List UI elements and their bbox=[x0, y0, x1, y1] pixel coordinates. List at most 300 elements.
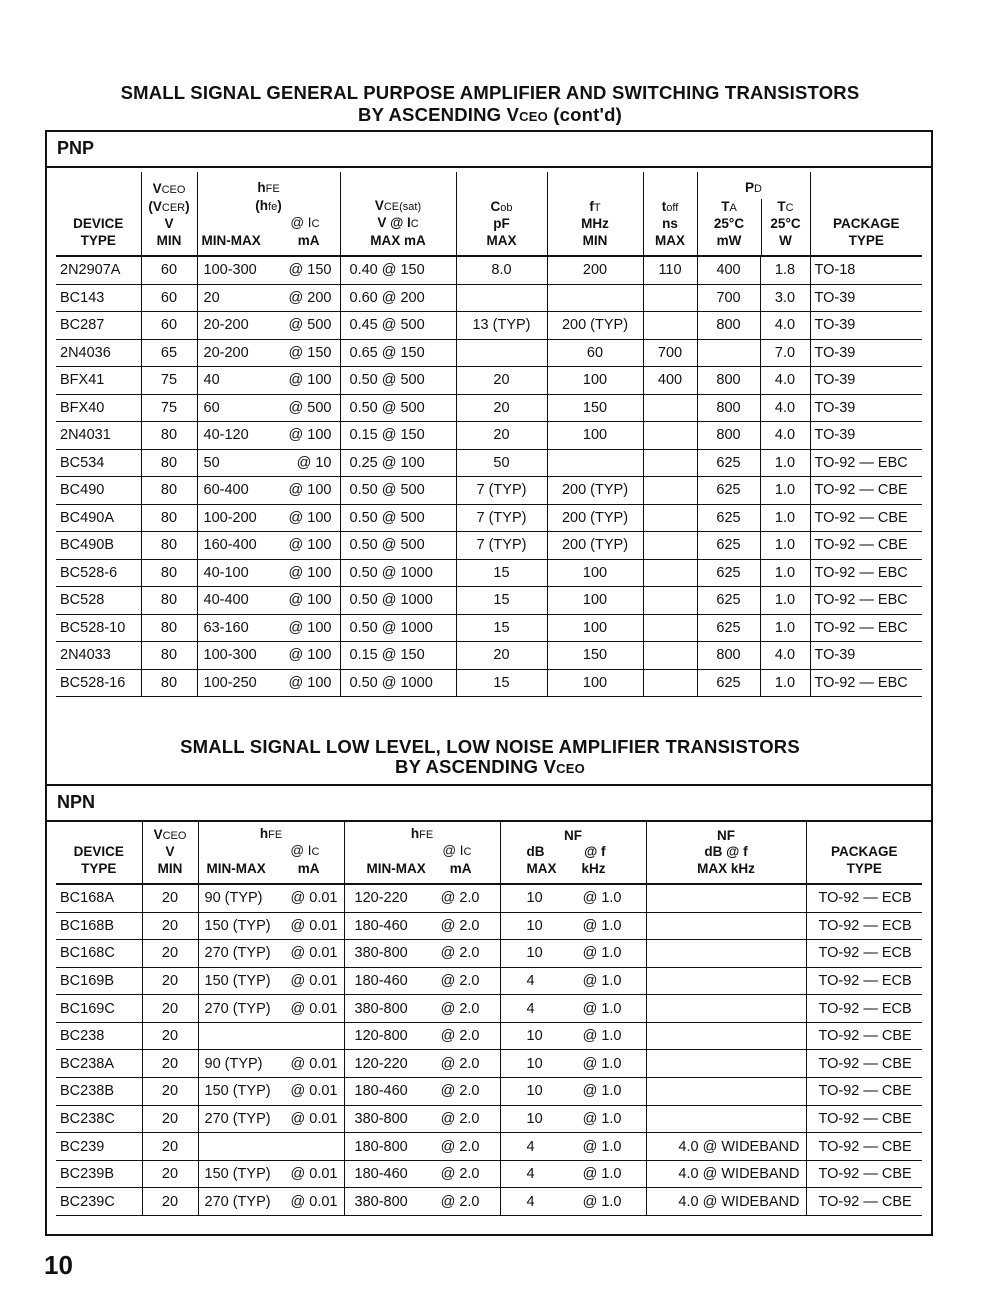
table-row bbox=[56, 669, 922, 697]
table-row bbox=[56, 884, 922, 912]
hfe-range: 100-200 @ 100 bbox=[197, 504, 340, 532]
cob bbox=[456, 339, 547, 367]
toff bbox=[643, 587, 697, 615]
pd-ta: 625 bbox=[697, 449, 760, 477]
npn-header-vceo: VCEO V MIN bbox=[142, 822, 198, 884]
device-type: BC239B bbox=[56, 1160, 142, 1188]
package-type: TO-92 — ECB bbox=[806, 884, 922, 912]
npn-header-nf2: NF dB @ f MAX kHz bbox=[646, 822, 806, 884]
device-type: 2N4033 bbox=[56, 642, 141, 670]
table-row bbox=[56, 1188, 922, 1216]
package-type: TO-92 — CBE bbox=[806, 1022, 922, 1050]
hfe-range: 120-220 @ 2.0 bbox=[344, 884, 500, 912]
table-row bbox=[56, 312, 922, 340]
npn-header-hfe1: hFE @ IC MIN-MAX mA bbox=[198, 822, 344, 884]
ft: 60 bbox=[547, 339, 643, 367]
package-type: TO-39 bbox=[810, 642, 922, 670]
pd-ta: 800 bbox=[697, 422, 760, 450]
nf-max: 10 @ 1.0 bbox=[500, 1105, 646, 1133]
pd-ta: 800 bbox=[697, 312, 760, 340]
header-ft: fT MHz MIN bbox=[547, 172, 643, 256]
toff bbox=[643, 449, 697, 477]
title2-line-1: SMALL SIGNAL LOW LEVEL, LOW NOISE AMPLIFIER TRANSISTORS bbox=[180, 736, 800, 757]
hfe-range: 20-200 @ 150 bbox=[197, 339, 340, 367]
pnp-body bbox=[56, 256, 922, 697]
device-type: BC238A bbox=[56, 1050, 142, 1078]
table-row bbox=[56, 532, 922, 560]
hfe-range: 63-160 @ 100 bbox=[197, 614, 340, 642]
pd-tc: 1.8 bbox=[760, 256, 810, 284]
header-vceo: VCEO (VCER) V MIN bbox=[141, 172, 197, 256]
npn-header-hfe2: hFE @ IC MIN-MAX mA bbox=[344, 822, 500, 884]
pd-tc: 1.0 bbox=[760, 587, 810, 615]
cob: 7 (TYP) bbox=[456, 477, 547, 505]
device-type: BC238B bbox=[56, 1078, 142, 1106]
vcesat: 0.15 @ 150 bbox=[340, 642, 456, 670]
device-type: BC490A bbox=[56, 504, 141, 532]
cob: 20 bbox=[456, 642, 547, 670]
pd-tc: 4.0 bbox=[760, 642, 810, 670]
package-type: TO-92 — CBE bbox=[806, 1050, 922, 1078]
device-type: BC528-16 bbox=[56, 669, 141, 697]
toff bbox=[643, 284, 697, 312]
hfe-range: 40 @ 100 bbox=[197, 367, 340, 395]
pnp-band bbox=[45, 130, 933, 168]
table-row bbox=[56, 256, 922, 284]
pd-ta: 800 bbox=[697, 394, 760, 422]
package-type: TO-92 — ECB bbox=[806, 967, 922, 995]
cob: 50 bbox=[456, 449, 547, 477]
vceo-min: 60 bbox=[141, 256, 197, 284]
pd-ta: 700 bbox=[697, 284, 760, 312]
package-type: TO-92 — ECB bbox=[806, 940, 922, 968]
pd-ta: 400 bbox=[697, 256, 760, 284]
table-row bbox=[56, 1022, 922, 1050]
hfe-range: 20-200 @ 500 bbox=[197, 312, 340, 340]
hfe-range: 40-400 @ 100 bbox=[197, 587, 340, 615]
vcesat: 0.50 @ 1000 bbox=[340, 559, 456, 587]
device-type: BC169C bbox=[56, 995, 142, 1023]
pd-ta: 800 bbox=[697, 642, 760, 670]
table-row bbox=[56, 449, 922, 477]
npn-header-device: DEVICE TYPE bbox=[56, 822, 142, 884]
hfe-typ: 270 (TYP) @ 0.01 bbox=[198, 1188, 344, 1216]
pd-tc: 1.0 bbox=[760, 504, 810, 532]
pd-tc: 1.0 bbox=[760, 532, 810, 560]
vceo-min: 80 bbox=[141, 422, 197, 450]
package-type: TO-92 — CBE bbox=[806, 1078, 922, 1106]
header-pd: PD TA 25°C mW TC 25°C W bbox=[697, 172, 810, 256]
vcesat: 0.25 @ 100 bbox=[340, 449, 456, 477]
pd-ta: 625 bbox=[697, 504, 760, 532]
vceo-min: 80 bbox=[141, 504, 197, 532]
device-type: BC528 bbox=[56, 587, 141, 615]
vceo-min: 80 bbox=[141, 587, 197, 615]
title-line-2: BY ASCENDING VCEO (cont'd) bbox=[358, 104, 622, 125]
package-type: TO-92 — EBC bbox=[810, 449, 922, 477]
package-type: TO-92 — CBE bbox=[810, 504, 922, 532]
package-type: TO-39 bbox=[810, 339, 922, 367]
pd-ta: 625 bbox=[697, 614, 760, 642]
hfe-typ: 90 (TYP) @ 0.01 bbox=[198, 1050, 344, 1078]
device-type: BC143 bbox=[56, 284, 141, 312]
device-type: BFX40 bbox=[56, 394, 141, 422]
hfe-range: 120-220 @ 2.0 bbox=[344, 1050, 500, 1078]
vceo-min: 60 bbox=[141, 284, 197, 312]
device-type: 2N2907A bbox=[56, 256, 141, 284]
table-row bbox=[56, 504, 922, 532]
table-row bbox=[56, 1078, 922, 1106]
vceo-min: 20 bbox=[142, 1160, 198, 1188]
vceo-min: 20 bbox=[142, 1188, 198, 1216]
nf-wideband bbox=[646, 940, 806, 968]
vcesat: 0.60 @ 200 bbox=[340, 284, 456, 312]
table-row bbox=[56, 284, 922, 312]
hfe-range: 60-400 @ 100 bbox=[197, 477, 340, 505]
device-type: BC534 bbox=[56, 449, 141, 477]
package-type: TO-92 — EBC bbox=[810, 669, 922, 697]
hfe-range: 380-800 @ 2.0 bbox=[344, 1105, 500, 1133]
section-title-npn bbox=[40, 736, 940, 778]
package-type: TO-92 — EBC bbox=[810, 587, 922, 615]
ft: 100 bbox=[547, 422, 643, 450]
vceo-min: 60 bbox=[141, 312, 197, 340]
nf-wideband bbox=[646, 1078, 806, 1106]
package-type: TO-39 bbox=[810, 312, 922, 340]
ft bbox=[547, 449, 643, 477]
pd-tc: 1.0 bbox=[760, 477, 810, 505]
ft: 200 bbox=[547, 256, 643, 284]
nf-max: 4 @ 1.0 bbox=[500, 1188, 646, 1216]
ft: 100 bbox=[547, 614, 643, 642]
toff bbox=[643, 394, 697, 422]
table-row bbox=[56, 339, 922, 367]
nf-max: 10 @ 1.0 bbox=[500, 912, 646, 940]
pd-tc: 7.0 bbox=[760, 339, 810, 367]
table-row bbox=[56, 477, 922, 505]
hfe-typ: 150 (TYP) @ 0.01 bbox=[198, 967, 344, 995]
toff: 400 bbox=[643, 367, 697, 395]
hfe-typ bbox=[198, 1022, 344, 1050]
hfe-range: 180-460 @ 2.0 bbox=[344, 1160, 500, 1188]
table-row bbox=[56, 967, 922, 995]
vcesat: 0.65 @ 150 bbox=[340, 339, 456, 367]
vceo-min: 20 bbox=[142, 995, 198, 1023]
cob: 7 (TYP) bbox=[456, 532, 547, 560]
header-cob: Cob pF MAX bbox=[456, 172, 547, 256]
cob: 20 bbox=[456, 422, 547, 450]
hfe-range: 100-300 @ 100 bbox=[197, 642, 340, 670]
toff bbox=[643, 642, 697, 670]
cob: 20 bbox=[456, 367, 547, 395]
package-type: TO-92 — EBC bbox=[810, 559, 922, 587]
toff bbox=[643, 669, 697, 697]
vceo-min: 80 bbox=[141, 559, 197, 587]
pnp-table bbox=[56, 172, 922, 697]
device-type: BC490 bbox=[56, 477, 141, 505]
ft: 200 (TYP) bbox=[547, 312, 643, 340]
ft: 100 bbox=[547, 587, 643, 615]
toff bbox=[643, 422, 697, 450]
vceo-min: 80 bbox=[141, 642, 197, 670]
device-type: 2N4036 bbox=[56, 339, 141, 367]
ft: 100 bbox=[547, 559, 643, 587]
table-row bbox=[56, 614, 922, 642]
toff bbox=[643, 559, 697, 587]
device-type: BC528-10 bbox=[56, 614, 141, 642]
vceo-min: 20 bbox=[142, 912, 198, 940]
header-hfe: hFE (hfe) @ IC MIN-MAX mA bbox=[197, 172, 340, 256]
ft bbox=[547, 284, 643, 312]
nf-max: 4 @ 1.0 bbox=[500, 995, 646, 1023]
npn-body bbox=[56, 884, 922, 1216]
vcesat: 0.50 @ 1000 bbox=[340, 669, 456, 697]
device-type: BFX41 bbox=[56, 367, 141, 395]
ft: 100 bbox=[547, 669, 643, 697]
package-type: TO-92 — CBE bbox=[806, 1133, 922, 1161]
cob: 15 bbox=[456, 559, 547, 587]
ft: 200 (TYP) bbox=[547, 532, 643, 560]
table-row bbox=[56, 1105, 922, 1133]
table-row bbox=[56, 642, 922, 670]
cob: 8.0 bbox=[456, 256, 547, 284]
package-type: TO-39 bbox=[810, 367, 922, 395]
hfe-typ: 150 (TYP) @ 0.01 bbox=[198, 912, 344, 940]
table-row bbox=[56, 422, 922, 450]
pnp-header-row bbox=[56, 172, 922, 256]
pd-ta: 625 bbox=[697, 532, 760, 560]
table-row bbox=[56, 1160, 922, 1188]
device-type: BC168A bbox=[56, 884, 142, 912]
table-row bbox=[56, 995, 922, 1023]
pd-tc: 4.0 bbox=[760, 394, 810, 422]
vceo-min: 20 bbox=[142, 1105, 198, 1133]
pd-ta: 625 bbox=[697, 477, 760, 505]
device-type: BC168C bbox=[56, 940, 142, 968]
nf-wideband bbox=[646, 912, 806, 940]
toff bbox=[643, 312, 697, 340]
device-type: BC528-6 bbox=[56, 559, 141, 587]
device-type: BC169B bbox=[56, 967, 142, 995]
hfe-range: 380-800 @ 2.0 bbox=[344, 940, 500, 968]
vceo-min: 80 bbox=[141, 449, 197, 477]
header-vcesat: VCE(sat) V @ IC MAX mA bbox=[340, 172, 456, 256]
hfe-range: 180-460 @ 2.0 bbox=[344, 912, 500, 940]
table-row bbox=[56, 1050, 922, 1078]
vcesat: 0.50 @ 500 bbox=[340, 394, 456, 422]
toff: 700 bbox=[643, 339, 697, 367]
hfe-range: 380-800 @ 2.0 bbox=[344, 995, 500, 1023]
vcesat: 0.50 @ 500 bbox=[340, 532, 456, 560]
device-type: BC238 bbox=[56, 1022, 142, 1050]
npn-label: NPN bbox=[57, 792, 96, 812]
hfe-range: 40-100 @ 100 bbox=[197, 559, 340, 587]
toff bbox=[643, 614, 697, 642]
cob: 20 bbox=[456, 394, 547, 422]
ft: 150 bbox=[547, 394, 643, 422]
cob: 15 bbox=[456, 614, 547, 642]
hfe-typ: 150 (TYP) @ 0.01 bbox=[198, 1160, 344, 1188]
vcesat: 0.45 @ 500 bbox=[340, 312, 456, 340]
hfe-typ: 270 (TYP) @ 0.01 bbox=[198, 1105, 344, 1133]
cob bbox=[456, 284, 547, 312]
nf-max: 10 @ 1.0 bbox=[500, 884, 646, 912]
vceo-min: 80 bbox=[141, 477, 197, 505]
package-type: TO-18 bbox=[810, 256, 922, 284]
vceo-min: 75 bbox=[141, 367, 197, 395]
pd-tc: 1.0 bbox=[760, 669, 810, 697]
device-type: BC287 bbox=[56, 312, 141, 340]
nf-max: 4 @ 1.0 bbox=[500, 1160, 646, 1188]
pd-ta: 625 bbox=[697, 559, 760, 587]
nf-wideband bbox=[646, 884, 806, 912]
vceo-min: 20 bbox=[142, 1133, 198, 1161]
nf-wideband bbox=[646, 995, 806, 1023]
npn-table bbox=[56, 822, 922, 1216]
toff bbox=[643, 504, 697, 532]
nf-wideband: 4.0 @ WIDEBAND bbox=[646, 1133, 806, 1161]
header-device-type: DEVICE TYPE bbox=[56, 172, 141, 256]
vceo-min: 80 bbox=[141, 614, 197, 642]
pd-tc: 1.0 bbox=[760, 614, 810, 642]
package-type: TO-92 — ECB bbox=[806, 995, 922, 1023]
vceo-min: 80 bbox=[141, 532, 197, 560]
cob: 15 bbox=[456, 587, 547, 615]
nf-wideband bbox=[646, 1050, 806, 1078]
nf-max: 10 @ 1.0 bbox=[500, 1050, 646, 1078]
hfe-range: 40-120 @ 100 bbox=[197, 422, 340, 450]
nf-wideband bbox=[646, 1105, 806, 1133]
package-type: TO-92 — ECB bbox=[806, 912, 922, 940]
hfe-range: 100-250 @ 100 bbox=[197, 669, 340, 697]
cob: 7 (TYP) bbox=[456, 504, 547, 532]
hfe-typ: 150 (TYP) @ 0.01 bbox=[198, 1078, 344, 1106]
vcesat: 0.50 @ 500 bbox=[340, 504, 456, 532]
npn-header-row bbox=[56, 822, 922, 884]
vceo-min: 20 bbox=[142, 967, 198, 995]
package-type: TO-92 — CBE bbox=[806, 1105, 922, 1133]
pd-tc: 1.0 bbox=[760, 559, 810, 587]
vcesat: 0.15 @ 150 bbox=[340, 422, 456, 450]
nf-max: 10 @ 1.0 bbox=[500, 940, 646, 968]
package-type: TO-92 — CBE bbox=[806, 1160, 922, 1188]
table-row bbox=[56, 912, 922, 940]
hfe-typ: 270 (TYP) @ 0.01 bbox=[198, 940, 344, 968]
device-type: 2N4031 bbox=[56, 422, 141, 450]
vcesat: 0.50 @ 1000 bbox=[340, 614, 456, 642]
vcesat: 0.50 @ 500 bbox=[340, 367, 456, 395]
package-type: TO-39 bbox=[810, 284, 922, 312]
vceo-min: 20 bbox=[142, 884, 198, 912]
device-type: BC239C bbox=[56, 1188, 142, 1216]
vceo-min: 65 bbox=[141, 339, 197, 367]
device-type: BC490B bbox=[56, 532, 141, 560]
hfe-typ: 90 (TYP) @ 0.01 bbox=[198, 884, 344, 912]
package-type: TO-92 — EBC bbox=[810, 614, 922, 642]
pd-tc: 4.0 bbox=[760, 422, 810, 450]
package-type: TO-39 bbox=[810, 422, 922, 450]
hfe-range: 160-400 @ 100 bbox=[197, 532, 340, 560]
pd-ta: 625 bbox=[697, 587, 760, 615]
table-row bbox=[56, 1133, 922, 1161]
npn-header-nf1: NF dB @ f MAX kHz bbox=[500, 822, 646, 884]
toff bbox=[643, 532, 697, 560]
nf-max: 4 @ 1.0 bbox=[500, 967, 646, 995]
device-type: BC168B bbox=[56, 912, 142, 940]
header-tc: TC 25°C W bbox=[770, 198, 801, 248]
ft: 200 (TYP) bbox=[547, 504, 643, 532]
nf-max: 10 @ 1.0 bbox=[500, 1022, 646, 1050]
toff bbox=[643, 477, 697, 505]
cob: 15 bbox=[456, 669, 547, 697]
vceo-min: 75 bbox=[141, 394, 197, 422]
hfe-range: 120-800 @ 2.0 bbox=[344, 1022, 500, 1050]
device-type: BC239 bbox=[56, 1133, 142, 1161]
device-type: BC238C bbox=[56, 1105, 142, 1133]
table-row bbox=[56, 367, 922, 395]
title-line-1: SMALL SIGNAL GENERAL PURPOSE AMPLIFIER AND SWITCHING TRANSISTORS bbox=[120, 82, 860, 103]
header-ta: TA 25°C mW bbox=[698, 199, 762, 256]
section-title-pnp bbox=[40, 82, 940, 128]
package-type: TO-39 bbox=[810, 394, 922, 422]
hfe-range: 20 @ 200 bbox=[197, 284, 340, 312]
npn-band bbox=[45, 784, 933, 822]
hfe-typ: 270 (TYP) @ 0.01 bbox=[198, 995, 344, 1023]
table-row bbox=[56, 587, 922, 615]
pd-tc: 3.0 bbox=[760, 284, 810, 312]
pd-tc: 4.0 bbox=[760, 312, 810, 340]
table-row bbox=[56, 394, 922, 422]
ft: 100 bbox=[547, 367, 643, 395]
pd-ta: 625 bbox=[697, 669, 760, 697]
hfe-range: 50 @ 10 bbox=[197, 449, 340, 477]
hfe-typ bbox=[198, 1133, 344, 1161]
hfe-range: 380-800 @ 2.0 bbox=[344, 1188, 500, 1216]
vceo-min: 20 bbox=[142, 1022, 198, 1050]
package-type: TO-92 — CBE bbox=[810, 477, 922, 505]
table-row bbox=[56, 940, 922, 968]
table-row bbox=[56, 559, 922, 587]
pnp-label: PNP bbox=[57, 138, 95, 158]
cob: 13 (TYP) bbox=[456, 312, 547, 340]
nf-max: 4 @ 1.0 bbox=[500, 1133, 646, 1161]
package-type: TO-92 — CBE bbox=[810, 532, 922, 560]
title2-line-2: BY ASCENDING VCEO bbox=[395, 756, 585, 777]
pd-ta: 800 bbox=[697, 367, 760, 395]
vcesat: 0.50 @ 500 bbox=[340, 477, 456, 505]
nf-wideband: 4.0 @ WIDEBAND bbox=[646, 1188, 806, 1216]
hfe-range: 60 @ 500 bbox=[197, 394, 340, 422]
header-toff: toff ns MAX bbox=[643, 172, 697, 256]
vceo-min: 80 bbox=[141, 669, 197, 697]
pd-ta bbox=[697, 339, 760, 367]
hfe-range: 180-460 @ 2.0 bbox=[344, 1078, 500, 1106]
vceo-min: 20 bbox=[142, 1050, 198, 1078]
package-type: TO-92 — CBE bbox=[806, 1188, 922, 1216]
vcesat: 0.50 @ 1000 bbox=[340, 587, 456, 615]
ft: 200 (TYP) bbox=[547, 477, 643, 505]
vcesat: 0.40 @ 150 bbox=[340, 256, 456, 284]
header-package: PACKAGE TYPE bbox=[810, 172, 922, 256]
npn-header-package: PACKAGE TYPE bbox=[806, 822, 922, 884]
pd-tc: 4.0 bbox=[760, 367, 810, 395]
nf-wideband: 4.0 @ WIDEBAND bbox=[646, 1160, 806, 1188]
vceo-min: 20 bbox=[142, 1078, 198, 1106]
toff: 110 bbox=[643, 256, 697, 284]
hfe-range: 100-300 @ 150 bbox=[197, 256, 340, 284]
nf-max: 10 @ 1.0 bbox=[500, 1078, 646, 1106]
page-number: 10 bbox=[44, 1250, 73, 1280]
